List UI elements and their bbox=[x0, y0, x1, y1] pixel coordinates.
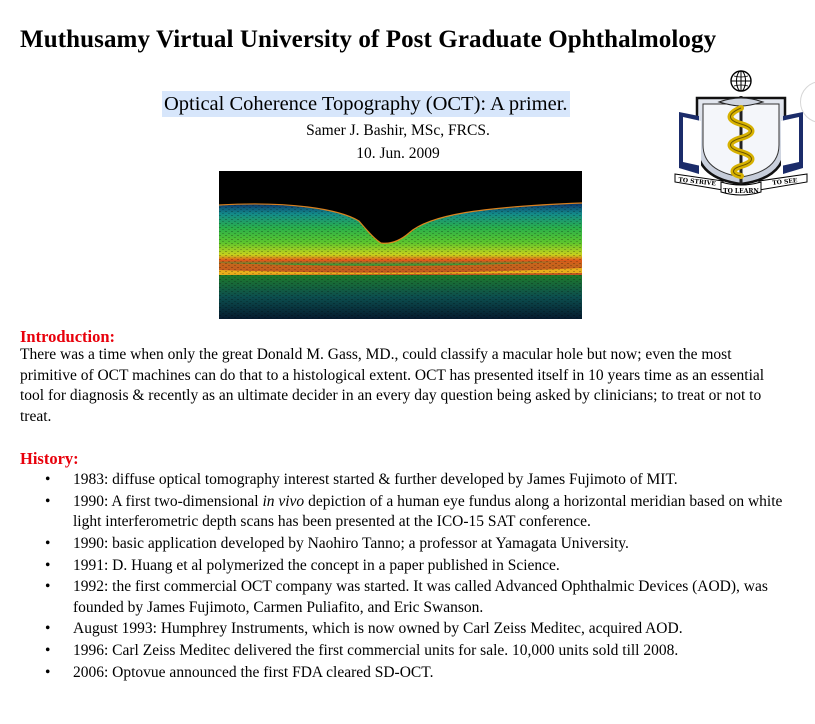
introduction-text: There was a time when only the great Donald M. Gass, MD., could classify a macular hole but now; even the most primitive of OCT machines can do that to a histological extent. OCT has presented itself in 10 years time as an essential tool for diagnosis & recently as an ultimate decider in an every day question being asked by clinicians; to treat or not to treat. bbox=[20, 346, 765, 425]
history-item: • 1983: diffuse optical tomography interest started & further developed by James Fujimoto of MIT. bbox=[0, 470, 800, 491]
history-heading: History: bbox=[20, 449, 79, 468]
motto-left: TO STRIVE bbox=[678, 176, 717, 188]
university-logo bbox=[673, 68, 809, 200]
publication-date: 10. Jun. 2009 bbox=[356, 145, 440, 162]
history-item: • 1992: the first commercial OCT company was started. It was called Advanced Ophthalmic Devices (AOD), was founded by James Fujimoto, Carmen Puliafito, and Eric Swanson. bbox=[0, 577, 800, 618]
in-vivo-emphasis: in vivo bbox=[262, 492, 305, 510]
motto-right: TO SEE bbox=[771, 177, 798, 187]
document-title: Optical Coherence Topography (OCT): A primer. bbox=[164, 93, 568, 115]
history-item: • 1990: A first two-dimensional in vivo depiction of a human eye fundus along a horizontal meridian based on white light interferometric depth scans has been presented at the ICO-15 SAT conference. bbox=[0, 492, 800, 533]
introduction-heading: Introduction: bbox=[20, 327, 116, 346]
globe-icon bbox=[731, 71, 751, 91]
motto-center: TO LEARN bbox=[723, 188, 759, 195]
site-title: Muthusamy Virtual University of Post Graduate Ophthalmology bbox=[20, 26, 717, 53]
history-list bbox=[0, 470, 800, 685]
history-item: • 1996: Carl Zeiss Meditec delivered the first commercial units for sale. 10,000 units sold till 2008. bbox=[0, 641, 800, 662]
history-item: • 2006: Optovue announced the first FDA cleared SD-OCT. bbox=[0, 663, 800, 684]
history-item: • 1991: D. Huang et al polymerized the concept in a paper published in Science. bbox=[0, 556, 800, 577]
oct-scan-image bbox=[219, 171, 582, 319]
author-line: Samer J. Bashir, MSc, FRCS. bbox=[306, 122, 490, 139]
history-item: • August 1993: Humphrey Instruments, which is now owned by Carl Zeiss Meditec, acquired AOD. bbox=[0, 619, 800, 640]
history-item: • 1990: basic application developed by Naohiro Tanno; a professor at Yamagata University. bbox=[0, 534, 800, 555]
